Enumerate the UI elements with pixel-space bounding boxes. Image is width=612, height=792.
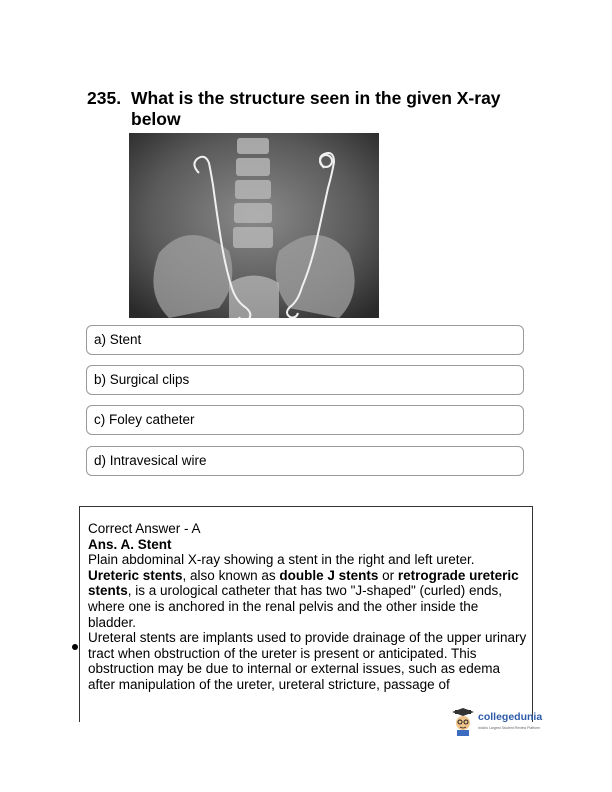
- answer-box: [79, 506, 533, 722]
- collegedunia-logo: [452, 708, 572, 738]
- correct-answer: Correct Answer - A: [88, 521, 201, 536]
- question-text: What is the structure seen in the given X-ray below: [131, 88, 501, 129]
- option-c[interactable]: c) Foley catheter: [86, 405, 524, 435]
- option-a[interactable]: a) Stent: [86, 325, 524, 355]
- term-retrograde-stents: retrograde ureteric stents: [88, 567, 519, 599]
- answer-paragraph-3: Ureteral stents are implants used to provide drainage of the upper urinary tract when obstruction of the ureter is present or anticipated. This obstruction may be due to internal or external issues, such as edema after manipulation of the ureter, ureteral stricture, passage of: [88, 630, 527, 692]
- answer-paragraph-1: Plain abdominal X-ray showing a stent in the right and left ureter.: [88, 552, 475, 568]
- term-ureteric-stents: Ureteric stents: [88, 567, 183, 583]
- term-double-j-stents: double J stents: [279, 567, 379, 583]
- option-d[interactable]: d) Intravesical wire: [86, 446, 524, 476]
- bullet-point: [72, 644, 78, 650]
- mascot-icon: [452, 708, 474, 736]
- answer-content: [88, 521, 528, 693]
- question-number: 235.: [87, 88, 122, 108]
- text-fragment: , also known as: [182, 567, 280, 583]
- text-fragment: or: [378, 567, 398, 583]
- answer-paragraph-2: [88, 568, 528, 630]
- xray-image: [129, 133, 379, 318]
- option-b[interactable]: b) Surgical clips: [86, 365, 524, 395]
- logo-tagline: India's Largest Student Review Platform: [478, 726, 541, 730]
- answer-heading: Ans. A. Stent: [88, 536, 172, 552]
- logo-name: collegedunia: [478, 711, 543, 723]
- text-fragment: , is a urological catheter that has two "J-shaped" (curled) ends, where one is anchored in the renal pelvis and the other inside the bladder.: [88, 583, 503, 630]
